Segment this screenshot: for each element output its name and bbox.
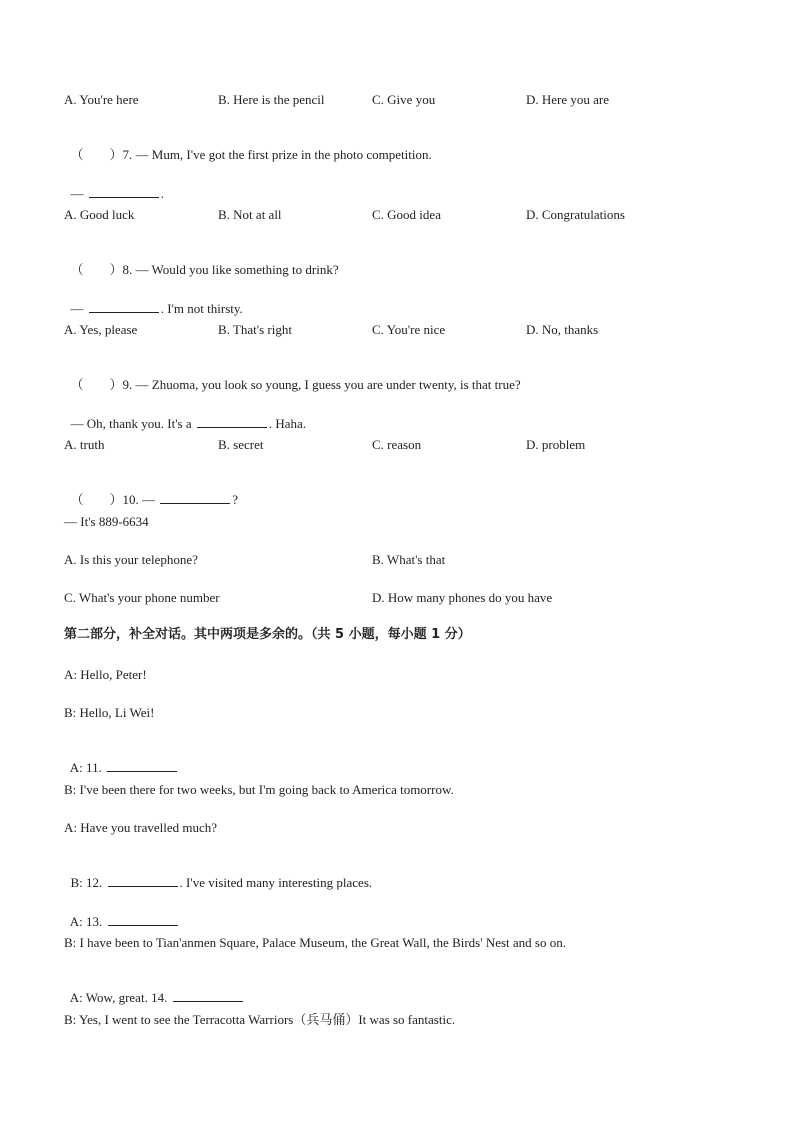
dialogue-line-11: A: 11. [64,743,179,776]
answer-paren: （ ） [70,377,123,392]
q8-option-b: B. That's right [218,322,292,337]
q7-stem: （ ）7. — Mum, I've got the first prize in the photo competition. [70,147,432,162]
q9-option-c: C. reason [372,437,422,452]
q8-option-a: A. Yes, please [64,322,138,337]
answer-paren: （ ） [70,492,123,507]
q10-option-b: B. What's that [372,552,446,567]
q6-option-d: D. Here you are [526,92,610,107]
dialogue-line-14: A: Wow, great. 14. [64,973,245,1006]
answer-paren: （ ） [70,147,123,162]
dialogue-line: A: Hello, Peter! [64,667,147,682]
answer-blank [160,491,230,504]
dialogue-line: B: Hello, Li Wei! [64,705,155,720]
q7-option-c: C. Good idea [372,207,441,222]
part2-heading: 第二部分，补全对话。其中两项是多余的。（共 5 小题，每小题 1 分） [64,627,471,642]
q8-reply: — . I'm not thirsty. [70,301,243,316]
answer-blank [108,913,178,926]
dialogue-line: B: I have been to Tian'anmen Square, Palace Museum, the Great Wall, the Birds' Nest and so on. [64,935,566,950]
dialogue-line: B: Yes, I went to see the Terracotta Warriors（兵马俑）It was so fantastic. [64,1012,456,1027]
q8-option-c: C. You're nice [372,322,446,337]
q9-reply: — Oh, thank you. It's a . Haha. [70,416,307,431]
answer-blank [89,300,159,313]
q9-option-a: A. truth [64,437,105,452]
q6-option-c: C. Give you [372,92,436,107]
q6-option-b: B. Here is the pencil [218,92,325,107]
answer-blank [173,989,243,1002]
q10-reply: — It's 889-6634 [64,514,149,529]
q7-option-a: A. Good luck [64,207,135,222]
dialogue-line-13: A: 13. [64,897,180,930]
answer-blank [89,185,159,198]
q9-option-d: D. problem [526,437,586,452]
dialogue-line: B: I've been there for two weeks, but I'm going back to America tomorrow. [64,782,454,797]
q9-stem: （ ）9. — Zhuoma, you look so young, I guess you are under twenty, is that true? [70,377,521,392]
q8-option-d: D. No, thanks [526,322,599,337]
q6-option-a: A. You're here [64,92,139,107]
q7-option-d: D. Congratulations [526,207,625,222]
q7-reply: — . [70,186,164,201]
dialogue-line: A: Have you travelled much? [64,820,218,835]
q10-option-c: C. What's your phone number [64,590,220,605]
answer-paren: （ ） [70,262,123,277]
q10-option-a: A. Is this your telephone? [64,552,198,567]
q8-stem: （ ）8. — Would you like something to drink? [70,262,339,277]
answer-blank [197,415,267,428]
answer-blank [108,874,178,887]
q10-option-d: D. How many phones do you have [372,590,553,605]
dialogue-line-12: B: 12. . I've visited many interesting places. [70,875,373,890]
q10-stem: （ ）10. — ? [70,492,239,507]
q7-option-b: B. Not at all [218,207,282,222]
q9-option-b: B. secret [218,437,264,452]
answer-blank [107,759,177,772]
